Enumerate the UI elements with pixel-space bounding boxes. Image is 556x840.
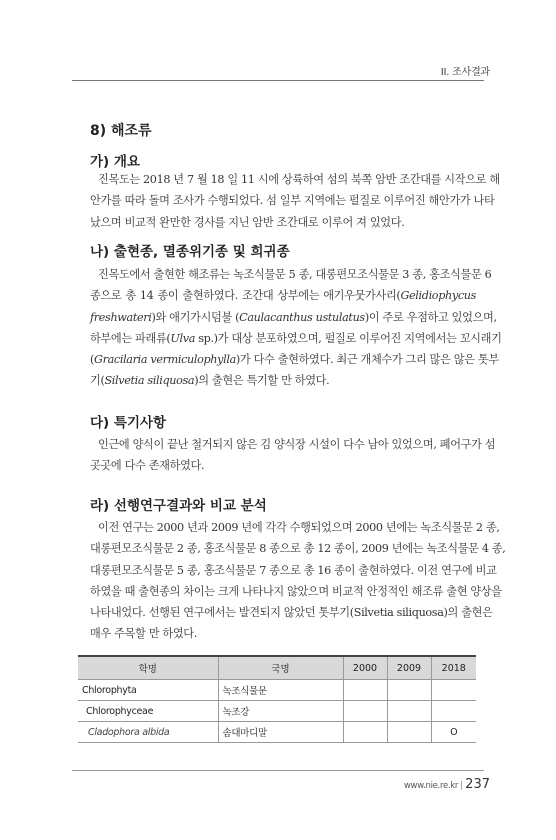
text-segment: 하부에는 파래류( bbox=[90, 331, 171, 345]
text-segment: )이 주로 우점하고 있었으며, bbox=[364, 310, 497, 324]
text-line bbox=[90, 349, 499, 370]
table-row bbox=[78, 701, 476, 722]
text-line: 진목도에서 출현한 해조류는 녹조식물문 5 종, 대롱편모조식물문 3 종, 홍조식물문 6 bbox=[98, 268, 492, 281]
cell-2018: O bbox=[431, 722, 476, 743]
table-row bbox=[78, 680, 476, 701]
scientific-name: Gracilaria vermiculophylla bbox=[94, 353, 236, 367]
text-line: 나타내었다. 선행된 연구에서는 발견되지 않았던 톳부기(Silvetia siliquosa)의 출현은 bbox=[90, 606, 493, 620]
cell-scientific-name: Chlorophyta bbox=[78, 680, 218, 701]
footer-url: www.nie.re.kr bbox=[403, 781, 459, 791]
text-segment: )와 애기가시덤불 ( bbox=[151, 310, 240, 324]
scientific-name: Ulva bbox=[170, 331, 196, 345]
header-rule bbox=[72, 80, 484, 81]
subsection-title-notes: 다) 특기사항 bbox=[90, 415, 167, 431]
text-segment: 종으로 총 14 종이 출현하였다. 조간대 상부에는 애기우뭇가사리( bbox=[90, 289, 401, 303]
subsection-title-overview: 가) 개요 bbox=[90, 154, 140, 170]
running-header: II. 조사결과 bbox=[440, 67, 490, 78]
text-line: 매우 주목할 만 하였다. bbox=[90, 627, 197, 641]
text-line: 진목도는 2018 년 7 월 18 일 11 시에 상륙하여 섬의 북쪽 암반 조간대를 시작으로 해 bbox=[98, 173, 500, 186]
cell-korean-name: 녹조식물문 bbox=[218, 680, 343, 701]
text-line bbox=[90, 328, 502, 349]
header-year-2009: 2009 bbox=[387, 656, 431, 680]
paragraph-species bbox=[90, 264, 502, 392]
scientific-name: Gelidiophycus bbox=[400, 289, 476, 303]
cell-2000 bbox=[343, 722, 387, 743]
paragraph-comparison bbox=[90, 517, 506, 645]
text-line bbox=[90, 370, 476, 391]
table-row bbox=[78, 722, 476, 743]
cell-2000 bbox=[343, 680, 387, 701]
page-number: 237 bbox=[465, 777, 490, 792]
text-segment: sp.)가 대상 분포하였으며, 펄질로 이루어진 지역에서는 꼬시래기 bbox=[195, 331, 502, 345]
text-line: 났으며 비교적 완만한 경사를 지닌 암반 조간대로 이루어 져 있었다. bbox=[90, 215, 405, 229]
text-line: 대롱편모조식물문 5 종, 홍조식물문 7 종으로 총 16 종이 출현하였다. 이전 연구에 비교 bbox=[90, 563, 497, 577]
text-line bbox=[90, 307, 497, 328]
footer-rule bbox=[72, 770, 484, 771]
text-line: 대롱편모조식물문 2 종, 홍조식물문 8 종으로 총 12 종이, 2009 년에는 녹조식물문 4 종, bbox=[90, 542, 506, 556]
scientific-name: Caulacanthus ustulatus bbox=[239, 310, 365, 324]
text-segment: ( bbox=[90, 353, 95, 367]
species-table bbox=[78, 655, 476, 743]
text-segment: 기( bbox=[90, 374, 105, 388]
cell-scientific-name: Cladophora albida bbox=[78, 722, 218, 743]
text-line: 곳곳에 다수 존재하였다. bbox=[90, 459, 205, 473]
scientific-name: freshwateri bbox=[90, 310, 152, 324]
scientific-name: Silvetia siliquosa bbox=[104, 374, 195, 388]
cell-2009 bbox=[387, 680, 431, 701]
section-title: 8) 해조류 bbox=[90, 123, 152, 139]
text-line: 이전 연구는 2000 년과 2009 년에 각각 수행되었으며 2000 년에는 녹조식물문 2 종, bbox=[98, 521, 500, 534]
text-line: 안가를 따라 돌며 조사가 수행되었다. 섬 일부 지역에는 펄질로 이루어진 해안가가 나타 bbox=[90, 194, 495, 208]
cell-2009 bbox=[387, 722, 431, 743]
table-header-row bbox=[78, 656, 476, 680]
header-year-2018: 2018 bbox=[431, 656, 476, 680]
cell-korean-name: 솜대마디말 bbox=[218, 722, 343, 743]
cell-2000 bbox=[343, 701, 387, 722]
paragraph-notes bbox=[90, 434, 496, 477]
text-segment: )가 다수 출현하였다. 최근 개체수가 그리 많은 않은 톳부 bbox=[235, 353, 499, 367]
text-line: 하였을 때 출현종의 차이는 크게 나타나지 않았으며 비교적 안정적인 해조류 출현 양상을 bbox=[90, 584, 502, 598]
cell-korean-name: 녹조강 bbox=[218, 701, 343, 722]
text-line bbox=[90, 285, 476, 306]
footer-separator: | bbox=[460, 781, 464, 791]
header-korean-name: 국명 bbox=[218, 656, 343, 680]
cell-2018 bbox=[431, 680, 476, 701]
subsection-title-comparison: 라) 선행연구결과와 비교 분석 bbox=[90, 498, 267, 514]
text-segment: )의 출현은 특기할 만 하였다. bbox=[194, 374, 330, 388]
cell-2018 bbox=[431, 701, 476, 722]
page-footer bbox=[404, 773, 490, 792]
cell-scientific-name: Chlorophyceae bbox=[78, 701, 218, 722]
cell-2009 bbox=[387, 701, 431, 722]
header-scientific-name: 학명 bbox=[78, 656, 218, 680]
subsection-title-species: 나) 출현종, 멸종위기종 및 희귀종 bbox=[90, 244, 290, 260]
paragraph-overview bbox=[90, 169, 500, 233]
text-line: 인근에 양식이 끝난 철거되지 않은 김 양식장 시설이 다수 남아 있었으며, 폐어구가 섬 bbox=[98, 438, 496, 451]
header-year-2000: 2000 bbox=[343, 656, 387, 680]
